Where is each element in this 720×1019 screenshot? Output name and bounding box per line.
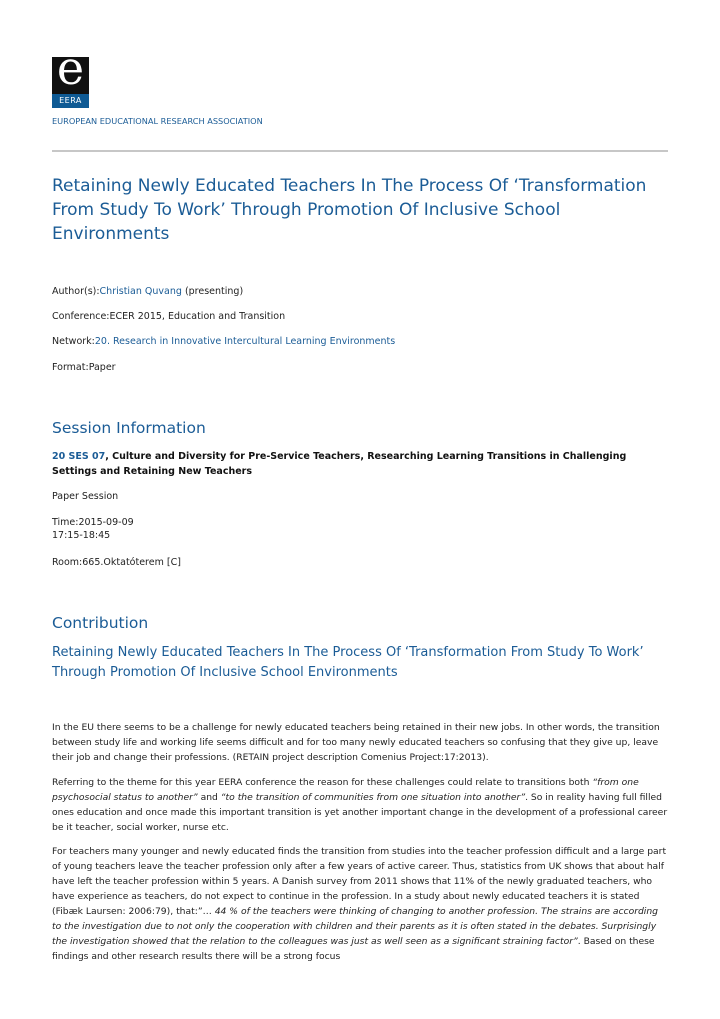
conference-label: Conference: [52, 311, 110, 322]
paragraph-2 [52, 775, 668, 835]
header-divider [52, 150, 668, 152]
format-label: Format: [52, 362, 89, 373]
logo-letter: e [56, 57, 85, 94]
time-range: 17:15-18:45 [52, 530, 111, 541]
p2-text-e: . So in reality having full filled ones education and once made this important transition is yet another important change in the development of a professional career be it teacher, social worker, nurse etc. [52, 792, 668, 833]
time-date: 2015-09-09 [78, 517, 134, 528]
contribution-subtitle: Retaining Newly Educated Teachers In The Process Of ‘Transformation From Study To Work’ Through Promotion Of Inclusive School Environments [52, 645, 644, 680]
room-value: 665.Oktatóterem [C] [82, 557, 181, 568]
contribution-heading: Contribution [52, 614, 149, 632]
eera-logo[interactable] [52, 57, 89, 108]
author-suffix: (presenting) [181, 286, 244, 297]
session-name: , Culture and Diversity for Pre-Service Teachers, Researching Learning Transitions in Challenging Settings and Retaining New Teachers [52, 451, 627, 477]
room-line [52, 556, 181, 569]
session-title [52, 449, 662, 479]
author-line [52, 285, 243, 298]
p2-quote-2: “to the transition of communities from one situation into another” [220, 792, 526, 803]
paragraph-1: In the EU there seems to be a challenge for newly educated teachers being retained in their new jobs. In other words, the transition between study life and working life seems difficult and for too many newly educated teachers so confusing that they give up, leave their job and change their professions. (RETAIN project description Comenius Project:17:2013). [52, 722, 660, 763]
format-line [52, 361, 116, 374]
conference-value: ECER 2015, Education and Transition [109, 311, 286, 322]
time-line [52, 516, 134, 542]
conference-line [52, 310, 285, 323]
p2-quote-1: “from one psychosocial status to another” [52, 777, 639, 803]
association-name[interactable]: EUROPEAN EDUCATIONAL RESEARCH ASSOCIATION [52, 116, 263, 126]
author-link[interactable]: Christian Quvang [99, 286, 182, 297]
network-line [52, 335, 395, 348]
session-type: Paper Session [52, 491, 119, 502]
network-label: Network: [52, 336, 95, 347]
p3-text-c: . Based on these findings and other research results there will be a strong focus [52, 936, 655, 962]
page-title: Retaining Newly Educated Teachers In The Process Of ‘Transformation From Study To Work’ Through Promotion Of Inclusive School Environments [52, 176, 647, 244]
session-code-link[interactable]: 20 SES 07 [52, 451, 106, 462]
p3-text-a: For teachers many younger and newly educated finds the transition from studies into the teacher profession difficult and a large part of young teachers leave the teacher profession only after a few years of active career. Thus, statistics from UK shows that about half have left the teacher profession within 5 years. A Danish survey from 2011 shows that 11% of the newly graduated teachers, who have experience as teachers, do not expect to continue in the profession. In a study about newly educated teachers it is stated (Fibæk Laursen: 2006:79), that:”… [52, 846, 667, 917]
paragraph-3 [52, 844, 668, 964]
logo-text: EERA [52, 94, 89, 108]
author-label: Author(s): [52, 286, 100, 297]
format-value: Paper [88, 362, 116, 373]
session-heading: Session Information [52, 419, 206, 437]
p2-text-c: and [197, 792, 221, 803]
time-label: Time: [52, 517, 79, 528]
network-link[interactable]: 20. Research in Innovative Intercultural Learning Environments [94, 336, 396, 347]
p2-text-a: Referring to the theme for this year EERA conference the reason for these challenges could relate to transitions both [52, 777, 593, 788]
logo-mark [52, 57, 89, 94]
p3-quote: 44 % of the teachers were thinking of changing to another profession. The strains are according to the investigation due to not only the cooperation with children and their parents as it is often stated in the debates. Surprisingly the investigation showed that the relation to the colleagues was just as well seen as a significant straining factor” [52, 906, 659, 947]
room-label: Room: [52, 557, 83, 568]
